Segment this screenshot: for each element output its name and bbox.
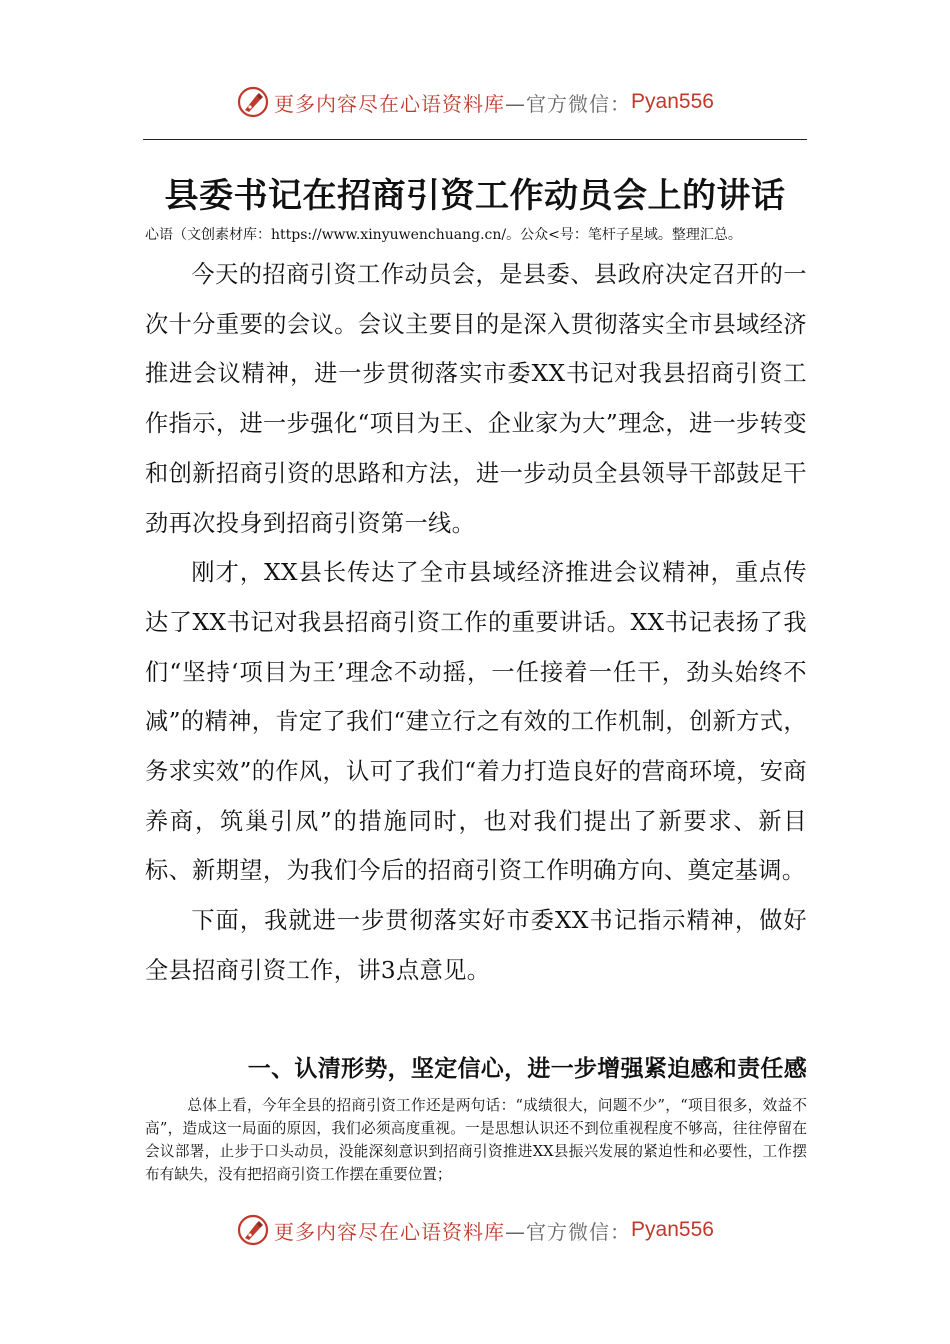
body-paragraph-3: 下面，我就进一步贯彻落实好市委XX书记指示精神，做好全县招商引资工作，讲3点意见。 (145, 907, 807, 984)
section-paragraph: 总体上看，今年全县的招商引资工作还是两句话：“成绩很大，问题不少”，“项目很多，效益不高”，造成这一局面的原因，我们必须高度重视。一是思想认识还不到位重视程度不够高，往往停留在会议部署，止步于口头动员，没能深刻意识到招商引资推进XX县振兴发展的紧迫性和必要性，工作摆布有缺失，没有把招商引资工作摆在重要位置； (145, 1097, 807, 1183)
body-paragraph-2: 刚才，XX县长传达了全市县域经济推进会议精神，重点传达了XX书记对我县招商引资工作的重要讲话。XX书记表扬了我们“坚持‘项目为王’理念不动摇，一任接着一任干，劲头始终不减”的精神，肯定了我们“建立行之有效的工作机制，创新方式，务求实效”的作风，认可了我们“着力打造良好的营商环境，安商养商，筑巢引凤”的措施同时，也对我们提出了新要求、新目标、新期望，为我们今后的招商引资工作明确方向、奠定基调。 (145, 559, 807, 885)
banner-separator: —官方微信： (505, 1219, 632, 1244)
source-line: 心语（文创素材库：https://www.xinyuwenchuang.cn/。公众<号：笔杆子星域。整理汇总。 (145, 227, 742, 243)
pen-nib-logo-icon (236, 1213, 270, 1247)
banner-separator: —官方微信： (505, 91, 632, 116)
section-heading: 一、认清形势，坚定信心，进一步增强紧迫感和责任感 (247, 1056, 807, 1082)
banner-text: 更多内容尽在心语资料库 (274, 1219, 506, 1244)
header-banner (0, 82, 950, 122)
header-rule (143, 139, 807, 140)
banner-text: 更多内容尽在心语资料库 (274, 91, 506, 116)
body-paragraph-1: 今天的招商引资工作动员会，是县委、县政府决定召开的一次十分重要的会议。会议主要目的是深入贯彻落实全市县域经济推进会议精神，进一步贯彻落实市委XX书记对我县招商引资工作指示，进一步强化“项目为王、企业家为大”理念，进一步转变和创新招商引资的思路和方法，进一步动员全县领导干部鼓足干劲再次投身到招商引资第一线。 (145, 261, 807, 537)
pen-nib-logo-icon (236, 85, 270, 119)
banner-wechat-id: Pyan556 (631, 90, 714, 113)
footer-banner (0, 1210, 950, 1250)
document-title: 县委书记在招商引资工作动员会上的讲话 (164, 176, 786, 216)
banner-wechat-id: Pyan556 (631, 1218, 714, 1241)
document-body (145, 250, 807, 996)
